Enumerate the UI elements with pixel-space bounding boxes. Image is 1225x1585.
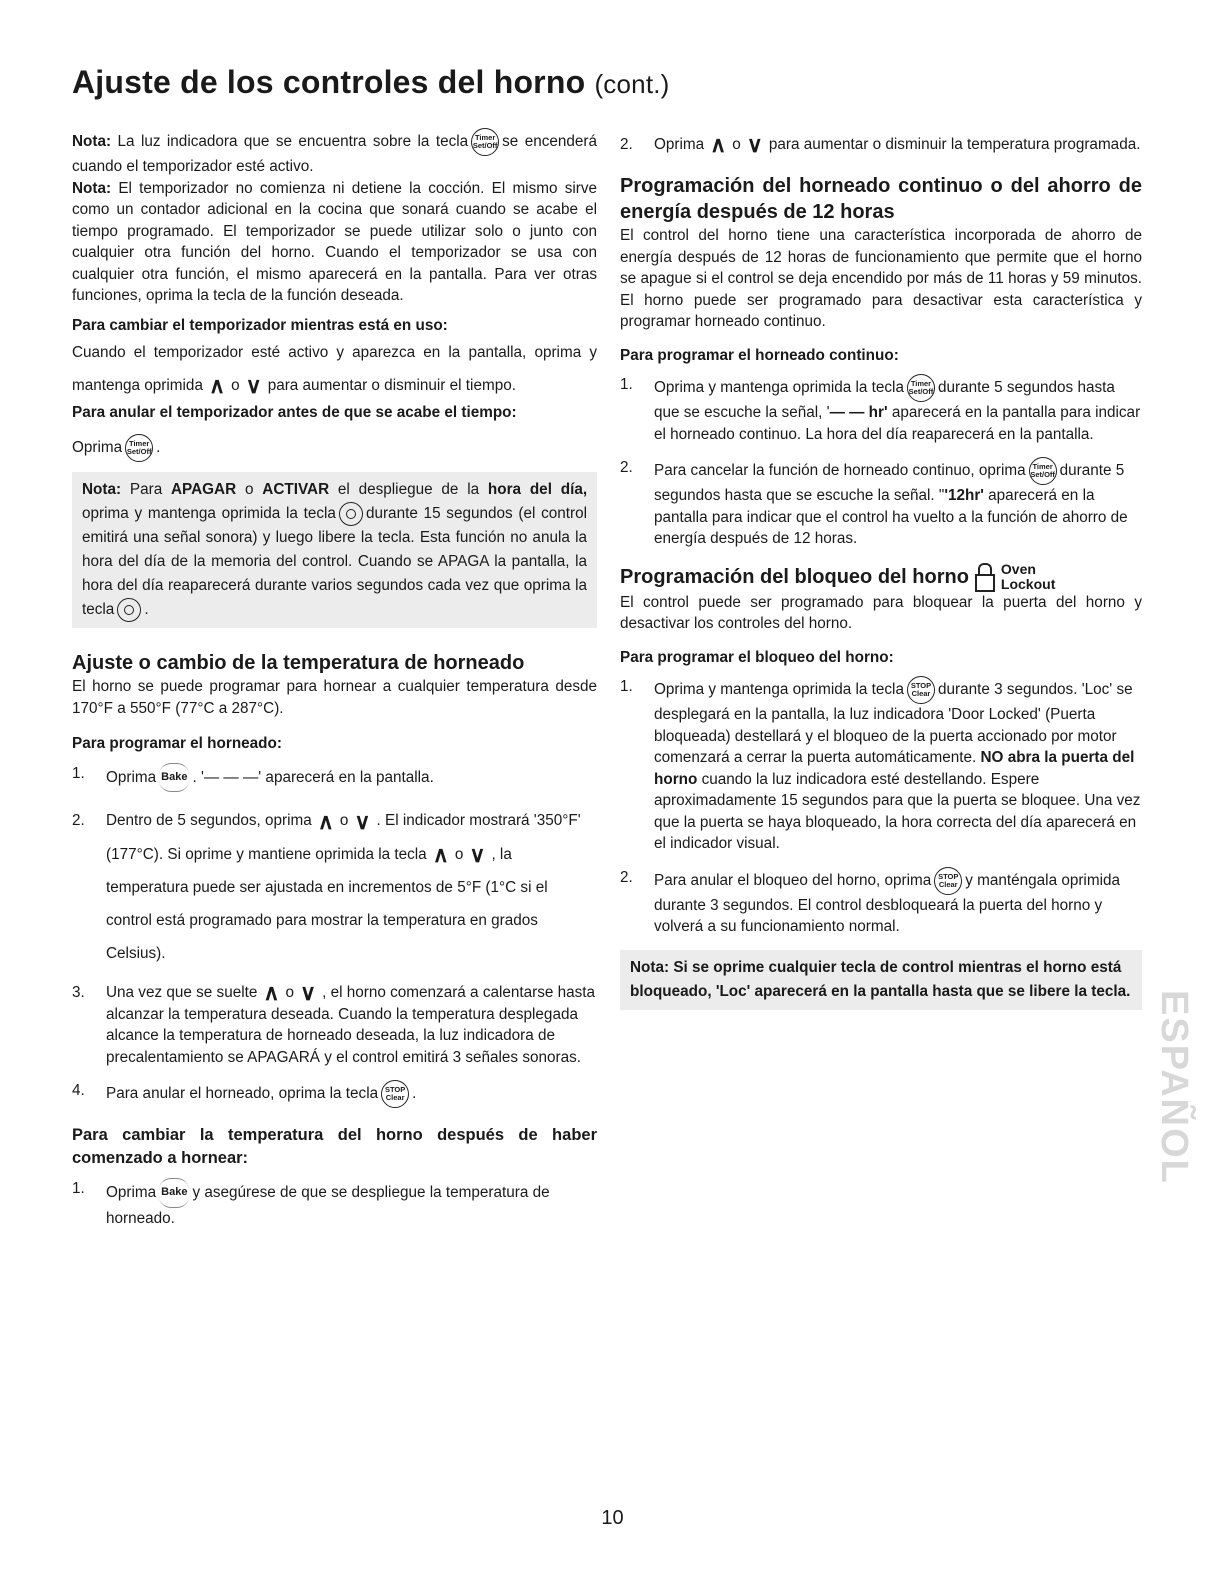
right-column <box>620 128 1142 1010</box>
page-number: 10 <box>601 1507 624 1529</box>
note-box-lockout: Nota: Si se oprime cualquier tecla de control mientras el horno está bloqueado, 'Loc' aparecerá en la pantalla hasta que se libere la tecla. <box>620 950 1142 1010</box>
change-timer-text: Cuando el temporizador esté activo y aparezca en la pantalla, oprima y mantenga oprimida ∧ o ∨ para aumentar o disminuir el tiempo. <box>72 336 597 402</box>
list-item: 1. Oprima y mantenga oprimida la tecla Timer Set/Off durante 5 segundos hasta que se escuche la señal, '— — hr' aparecerá en la pantalla para indicar el horneado continuo. La hora del día reaparecerá en la pantalla. <box>620 376 1141 443</box>
continuous-steps <box>620 374 1142 550</box>
bake-key-icon: Bake <box>159 763 189 793</box>
timer-key-icon: Timer Set/Off <box>125 434 153 462</box>
down-arrow-icon: ∨ <box>469 841 486 867</box>
stop-clear-key-icon: STOP Clear <box>934 867 962 895</box>
down-arrow-icon: ∨ <box>354 808 371 834</box>
heading-continuous-bake: Programación del horneado continuo o del ahorro de energía después de 12 horas <box>620 175 1142 224</box>
note-timer-light: Nota: La luz indicadora que se encuentra sobre la tecla Timer Set/Off se encenderá cuando el temporizador esté activo. <box>72 128 597 178</box>
heading-program-bake: Para programar el horneado: <box>72 735 282 753</box>
title-main: Ajuste de los controles del horno <box>72 64 586 100</box>
heading-change-timer: Para cambiar el temporizador mientras está en uso: <box>72 316 448 334</box>
up-arrow-icon: ∧ <box>263 980 280 1006</box>
temperature-step-2 <box>620 128 1142 161</box>
heading-change-temperature: Para cambiar la temperatura del horno después de haber comenzado a hornear: <box>72 1126 597 1168</box>
heading-bake-temperature: Ajuste o cambio de la temperatura de horneado <box>72 652 525 675</box>
cancel-timer-text: Oprima Timer Set/Off . <box>72 434 597 462</box>
bake-temperature-text: El horno se puede programar para hornear a cualquier temperatura desde 170°F a 550°F (77°C a 287°C). <box>72 678 597 717</box>
timer-key-icon: Timer Set/Off <box>907 374 935 402</box>
note-timer-function: Nota: El temporizador no comienza ni detiene la cocción. El mismo sirve como un contador adicional en la cocina que sonará cuando se acabe el tiempo programado. El temporizador se puede utilizar solo o junto con cualquier otra función del horno. Cuando el temporizador se usa con cualquier otra función, el mismo aparecerá en la pantalla. Para ver otras funciones, oprima la tecla de la función deseada. <box>72 179 598 304</box>
continuous-bake-text: El control del horno tiene una característica incorporada de ahorro de energía después de 12 horas de funcionamiento que permite que el horno se apague si el control se deja encendido por más de 11 horas y 59 minutos. El horno puede ser programado para desactivar esta característica y programar horneado continuo. <box>620 227 1142 331</box>
list-item: 2. Dentro de 5 segundos, oprima ∧ o ∨ . El indicador mostrará '350°F' (177°C). Si oprime y mantiene oprimida la tecla ∧ o ∨ , la temperatura puede ser ajustada en incrementos de 5°F (1°C si el control está programado para mostrar la temperatura en grados Celsius). <box>72 804 597 970</box>
oven-lockout-heading-row <box>620 562 1142 592</box>
up-arrow-icon: ∧ <box>432 841 449 867</box>
up-arrow-icon: ∧ <box>317 808 334 834</box>
down-arrow-icon: ∨ <box>245 373 262 399</box>
list-item: 1. Oprima Bake . '— — —' aparecerá en la pantalla. <box>72 763 597 793</box>
up-arrow-icon: ∧ <box>710 132 727 158</box>
up-arrow-icon: ∧ <box>208 373 226 399</box>
lockout-steps <box>620 676 1142 938</box>
list-item: 1. Oprima Bake y asegúrese de que se despliegue la temperatura de horneado. <box>72 1180 550 1227</box>
list-item: 3. Una vez que se suelte ∧ o ∨ , el horno comenzará a calentarse hasta alcanzar la temperatura deseada. Cuando la temperatura desplegada alcance la temperatura de horneado deseada, la luz indicadora de precalentamiento se APAGARÁ y el control emitirá 3 señales sonoras. <box>72 980 596 1066</box>
bake-key-icon: Bake <box>159 1178 189 1208</box>
stop-clear-key-icon: STOP Clear <box>907 676 935 704</box>
oven-lockout-text: El control puede ser programado para bloquear la puerta del horno y desactivar los controles del horno. <box>620 593 1142 633</box>
list-item: 4. Para anular el horneado, oprima la tecla STOP Clear . <box>72 1080 597 1108</box>
lock-icon <box>975 563 993 591</box>
heading-program-continuous: Para programar el horneado continuo: <box>620 346 899 364</box>
timer-key-icon: Timer Set/Off <box>471 128 499 156</box>
clock-key-icon <box>117 598 141 622</box>
language-side-tab: ESPAÑOL <box>1153 990 1195 1185</box>
down-arrow-icon: ∨ <box>746 132 763 158</box>
change-temperature-steps <box>72 1178 597 1229</box>
stop-clear-key-icon: STOP Clear <box>381 1080 409 1108</box>
clock-key-icon <box>339 502 363 526</box>
down-arrow-icon: ∨ <box>300 980 317 1006</box>
oven-lockout-label: Oven Lockout <box>1000 560 1056 592</box>
timer-key-icon: Timer Set/Off <box>1029 457 1057 485</box>
list-item: 1. Oprima y mantenga oprimida la tecla STOP Clear durante 3 segundos. 'Loc' se desplegará en la pantalla, la luz indicadora 'Door Locked' (Puerta bloqueada) destellará y el bloqueo de la puerta accionado por motor comenzará a cerrar la puerta automáticamente. NO abra la puerta del horno cuando la luz indicadora esté destellando. Espere aproximadamente 15 segundos para que la puerta se bloquee. Una vez que la puerta se haya bloqueado, la hora correcta del día aparecerá en el indicador visual. <box>620 678 1141 853</box>
list-item: 2. Para anular el bloqueo del horno, oprima STOP Clear y manténgala oprimida durante 3 segundos. El control desbloqueará la puerta del horno y volverá a su funcionamiento normal. <box>620 868 1120 936</box>
heading-oven-lockout: Programación del bloqueo del horno <box>620 565 969 588</box>
note-box-clock: Nota: Para APAGAR o ACTIVAR el despliegue de la hora del día, oprima y mantenga oprimida la tecla durante 15 segundos (el control emitirá una señal sonora) y luego libere la tecla. Esta función no anula la hora del día de la memoria del control. Cuando se APAGA la pantalla, la hora del día reaparecerá durante varios segundos cada vez que oprima la tecla . <box>72 472 597 628</box>
list-item: 2. Oprima ∧ o ∨ para aumentar o disminuir la temperatura programada. <box>620 128 1142 161</box>
bake-steps <box>72 763 597 1109</box>
oven-lockout-key <box>975 562 1055 592</box>
heading-cancel-timer: Para anular el temporizador antes de que se acabe el tiempo: <box>72 404 517 422</box>
left-column <box>72 128 597 1241</box>
heading-program-lockout: Para programar el bloqueo del horno: <box>620 648 894 666</box>
page-title <box>72 64 670 101</box>
title-cont: (cont.) <box>594 69 670 99</box>
list-item: 2. Para cancelar la función de horneado continuo, oprima Timer Set/Off durante 5 segundos hasta que se escuche la señal. "'12hr' aparecerá en la pantalla para indicar que el control ha vuelto a la función de ahorro de energía después de 12 horas. <box>620 459 1128 548</box>
